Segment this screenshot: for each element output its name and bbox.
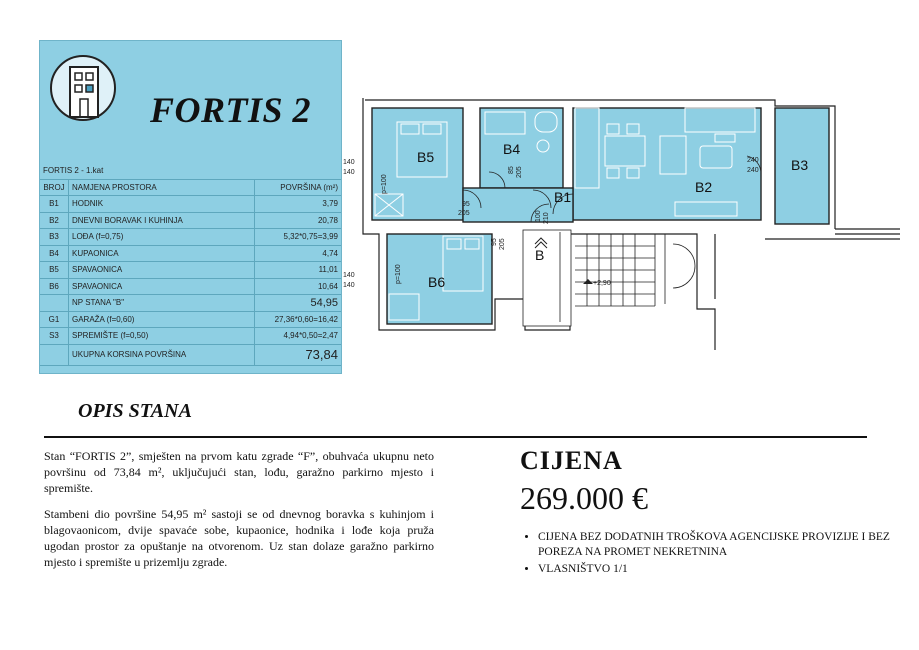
table-row: B6 SPAVAONICA 10,64 bbox=[40, 278, 341, 295]
np-label: NP STANA "B" bbox=[69, 295, 255, 312]
description-text bbox=[44, 448, 434, 580]
svg-text:140: 140 bbox=[343, 169, 355, 176]
table-row: B4 KUPAONICA 4,74 bbox=[40, 245, 341, 262]
price-notes bbox=[520, 530, 908, 579]
np-value: 54,95 bbox=[255, 295, 342, 312]
table-row: S3 SPREMIŠTE (f=0,50) 4,94*0,50=2,47 bbox=[40, 328, 341, 345]
svg-text:100: 100 bbox=[535, 210, 542, 222]
price-value: 269.000 € bbox=[520, 480, 648, 516]
header-area: POVRŠINA (m²) bbox=[255, 179, 342, 196]
svg-text:240: 240 bbox=[747, 157, 759, 164]
divider bbox=[44, 436, 867, 438]
description-paragraph: Stambeni dio površine 54,95 m² sastoji se od dnevnog boravka s kuhinjom i blagovaonicom, dvije spavaće sobe, kupaonice, hodnika i lođe koja pruža ugodan prostor za opuštanje na otvorenom. Uz stan dolaze garažno parkirno mjesto i spremište u prizemlju zgrade. bbox=[44, 507, 434, 569]
np-row bbox=[40, 295, 341, 312]
svg-text:140: 140 bbox=[343, 272, 355, 279]
room-b2 bbox=[573, 108, 761, 220]
total-label: UKUPNA KORSINA POVRŠINA bbox=[69, 344, 255, 365]
svg-text:p=100: p=100 bbox=[381, 174, 388, 194]
total-value: 73,84 bbox=[255, 344, 342, 365]
table-row: B5 SPAVAONICA 11,01 bbox=[40, 262, 341, 279]
svg-text:205: 205 bbox=[458, 210, 470, 217]
description-title: OPIS STANA bbox=[78, 400, 192, 422]
svg-text:95: 95 bbox=[491, 238, 498, 246]
price-label: CIJENA bbox=[520, 446, 623, 475]
table-row: B2 DNEVNI BORAVAK I KUHINJA 20,78 bbox=[40, 212, 341, 229]
header-name: NAMJENA PROSTORA bbox=[69, 179, 255, 196]
list-item: • VLASNIŠTVO 1/1 bbox=[538, 562, 908, 577]
svg-text:210: 210 bbox=[543, 212, 550, 224]
total-row bbox=[40, 344, 341, 365]
table-row: B3 LOĐA (f=0,75) 5,32*0,75=3,99 bbox=[40, 229, 341, 246]
floor-plan bbox=[343, 94, 900, 359]
level-mark: +2,90 bbox=[593, 280, 611, 287]
description-paragraph: Stan “FORTIS 2”, smješten na prvom katu zgrade “F”, obuhvaća ukupnu neto površinu od 73,84 m², uključujući stan, lođu, garažno parkirno mjesto i spremište. bbox=[44, 449, 434, 495]
svg-text:205: 205 bbox=[499, 238, 506, 250]
svg-text:p=100: p=100 bbox=[395, 264, 402, 284]
svg-text:140: 140 bbox=[343, 159, 355, 166]
svg-text:205: 205 bbox=[516, 166, 523, 178]
svg-text:95: 95 bbox=[462, 201, 470, 208]
svg-text:85: 85 bbox=[508, 166, 515, 174]
project-title: FORTIS 2 bbox=[150, 90, 312, 130]
level-marker-icon bbox=[583, 279, 593, 284]
header-id: BROJ bbox=[40, 179, 69, 196]
label-b2: B2 bbox=[695, 179, 713, 195]
label-b1: B1 bbox=[554, 189, 572, 205]
summary-panel bbox=[39, 40, 342, 374]
label-b4: B4 bbox=[503, 141, 521, 157]
table-row: G1 GARAŽA (f=0,60) 27,36*0,60=16,42 bbox=[40, 311, 341, 328]
list-item: • CIJENA BEZ DODATNIH TROŠKOVA AGENCIJSKE PROVIZIJE I BEZ POREZA NA PROMET NEKRETNINA bbox=[538, 530, 908, 560]
label-b5: B5 bbox=[417, 149, 435, 165]
building-logo-icon bbox=[50, 55, 116, 121]
svg-text:240: 240 bbox=[747, 167, 759, 174]
label-b: B bbox=[535, 247, 545, 263]
svg-text:140: 140 bbox=[343, 282, 355, 289]
label-b3: B3 bbox=[791, 157, 809, 173]
table-row: B1 HODNIK 3,79 bbox=[40, 196, 341, 213]
label-b6: B6 bbox=[428, 274, 446, 290]
table-caption: FORTIS 2 - 1.kat bbox=[40, 163, 341, 179]
area-table bbox=[40, 163, 341, 366]
